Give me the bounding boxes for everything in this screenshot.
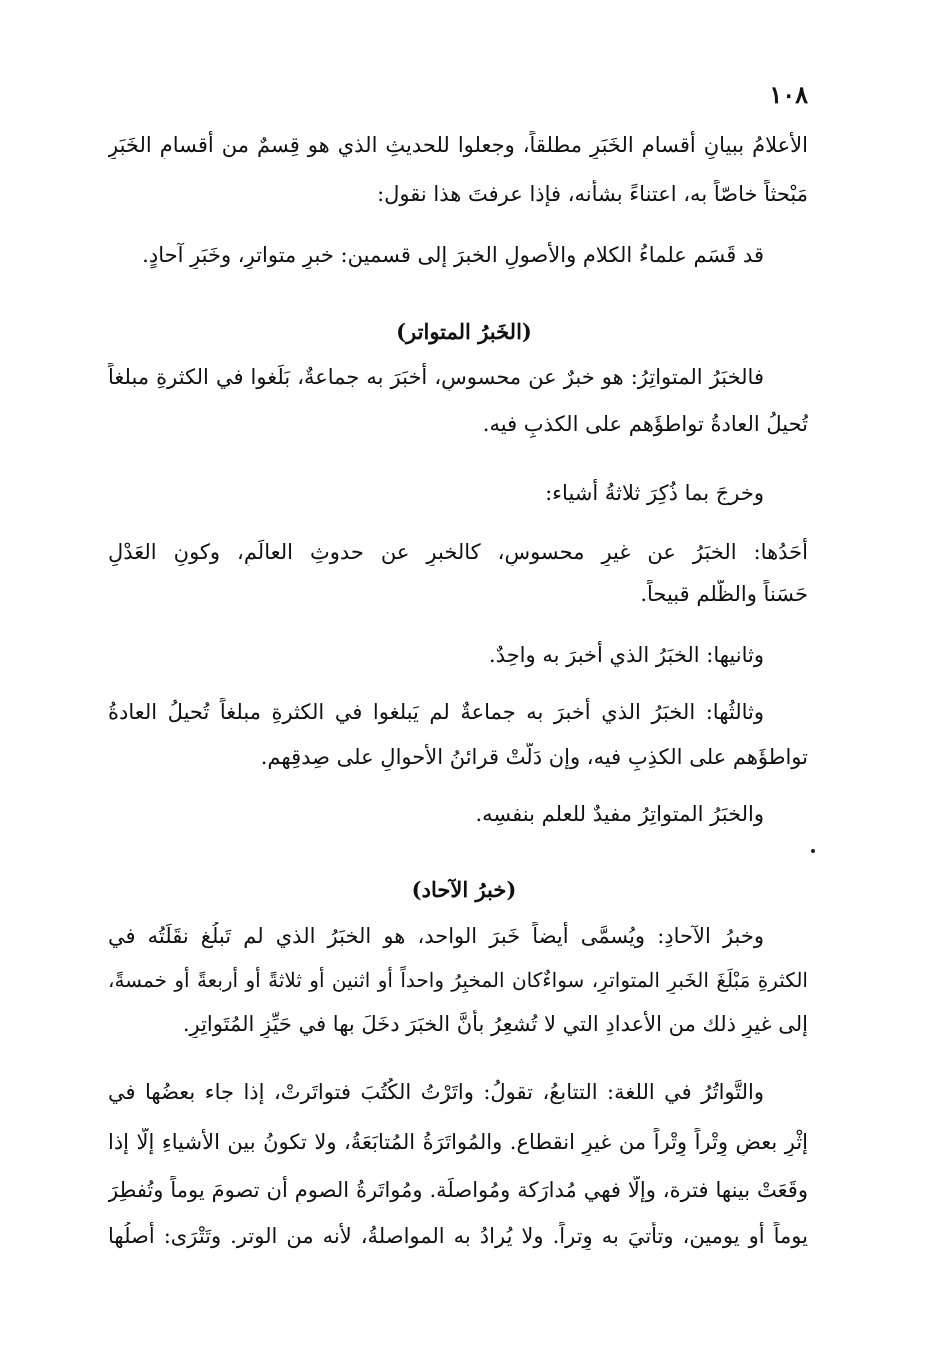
text-line: أحَدُها: الخبَرُ عن غيرِ محسوسٍ، كالخبرِ عن حدوثِ العالَمِ، وكونِ العَدْلِ (108, 540, 808, 564)
text-line: تُحيلُ العادةُ تواطؤَهم على الكذبِ فيه. (482, 412, 808, 436)
text-line: الأعلامُ ببيانِ أقسامِ الخَبَرِ مطلقاً، وجعلوا للحديثِ الذي هو قِسمٌ من أقسامِ الخَبَرِ (108, 133, 808, 157)
text-line: وقَعَتْ بينها فترة، وإلّا فهي مُدارَكة ومُواصلَة. ومُواتَرةُ الصومِ أن تصومَ يوماً وتُفطِرَ (108, 1178, 808, 1202)
section-heading: (الخَبرُ المتواتر) (396, 319, 532, 344)
text-line: وثالثُها: الخبَرُ الذي أَخبرَ به جماعةٌ لم يَبلغوا في الكثرةِ مبلغاً تُحيلُ العادةُ (108, 700, 764, 724)
text-line: والخبَرُ المتواتِرُ مفيدٌ للعلم بنفسِه. (475, 802, 764, 826)
text-line: وخرجَ بما ذُكِرَ ثلاثةُ أشياء: (545, 481, 764, 505)
text-line: إلى غيرِ ذلك من الأعدادِ التي لا تُشعِرُ بأنَّ الخبَرَ دخَلَ بها في حَيِّزِ المُتَواتِرِ. (182, 1012, 808, 1036)
text-line: فالخبَرُ المتواتِرُ: هو خبرٌ عن محسوسٍ، أخبَرَ به جماعةٌ، بَلَغوا في الكثرةِ مبلغاً (108, 365, 764, 389)
text-line: حَسَناً والظُّلم قبيحاً. (640, 582, 808, 606)
text-line: تواطؤَهم على الكذِبِ فيه، وإن دَلَّتْ قرائنُ الأحوالِ على صِدقِهم. (260, 745, 808, 769)
text-line: الكثرةِ مَبْلَغَ الخَبرِ المتواترِ، سواءٌكان المخبِرُ واحداً أو اثنين أو ثلاثةً أو أربعةً أو خمسةً، (108, 968, 808, 992)
stray-dot (811, 849, 815, 853)
text-line: إثْرِ بعضٍ وِتْراً وِتْراً من غيرِ انقطاع. والمُواتَرَةُ المُتابَعَةُ، ولا تكونُ بين الأشياءِ إلّا إذا (108, 1130, 808, 1154)
text-line: قد قَسَم علماءُ الكلامِ والأصولِ الخبرَ إلى قسمين: خبرٍ متواترٍ، وخَبَرِ آحادٍ. (142, 243, 764, 267)
text-line: وثانيها: الخبَرُ الذي أخبرَ به واحِدٌ. (489, 643, 764, 667)
text-line: والتَّواتُرُ في اللغة: التتابعُ، تقولُ: واتَرْتُ الكُتُبَ فتواتَرتْ، إذا جاء بعضُها في (108, 1080, 764, 1104)
text-line: مَبْحثاً خاصّاً به، اعتناءً بشأنه، فإذا عرفتَ هذا نقول: (377, 182, 808, 206)
page-number: ١٠٨ (769, 80, 808, 109)
text-line: يوماً أو يومين، وتأتيَ به وِتراً. ولا يُرادُ به المواصلةُ، لأنه من الوتر. وتَتْرَى: أصلُها (108, 1224, 808, 1248)
text-line: وخبرُ الآحادِ: ويُسمَّى أيضاً خَبرَ الواحد، هو الخبَرُ الذي لم تَبلُغ نقَلَتُه في (108, 924, 764, 948)
section-heading: (خبرُ الآحاد) (411, 877, 517, 902)
